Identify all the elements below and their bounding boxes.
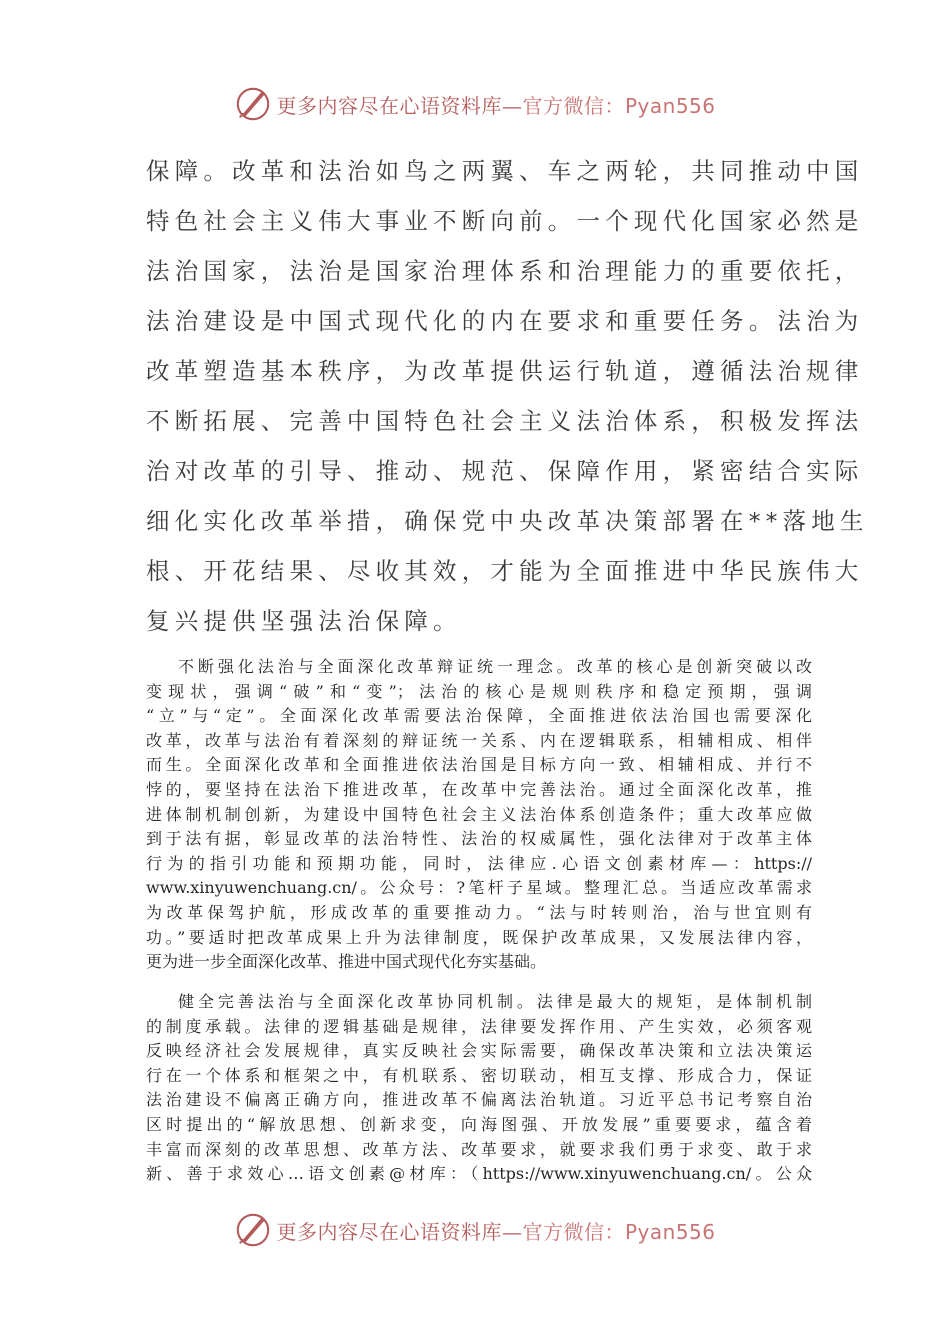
- header-banner-text: 更多内容尽在心语资料库—官方微信：Pyan556: [276, 93, 716, 118]
- text-line: 丰富而深刻的改革思想、改革方法、改革要求，就要求我们勇于求变、敢于求: [146, 1139, 812, 1159]
- text-line: 的制度承载。法律的逻辑基础是规律，法律要发挥作用、产生实效，必须客观: [146, 1016, 812, 1036]
- text-line: www.xinyuwenchuang.cn/。公众号：?笔杆子星域。整理汇总。当适应改革需求: [146, 878, 812, 898]
- text-line: 法治国家，法治是国家治理体系和治理能力的重要依托，: [146, 257, 864, 285]
- quill-logo-icon: [234, 1211, 272, 1249]
- text-line: 行在一个体系和框架之中，有机联系、密切联动，相互支撑、形成合力，保证: [146, 1065, 812, 1085]
- text-line: 保障。改革和法治如鸟之两翼、车之两轮，共同推动中国: [146, 157, 864, 185]
- text-line: 特色社会主义伟大事业不断向前。一个现代化国家必然是: [146, 207, 864, 235]
- text-line: 法治建设是中国式现代化的内在要求和重要任务。法治为: [146, 307, 864, 335]
- text-line: “立”与“定”。全面深化改革需要法治保障，全面推进依法治国也需要深化: [146, 706, 812, 726]
- text-line: 新、善于求效心…语文创素@材库：（https://www.xinyuwenchuang.cn/。公众: [146, 1164, 812, 1184]
- text-line: 改革，改革与法治有着深刻的辩证统一关系、内在逻辑联系，相辅相成、相伴: [146, 730, 812, 750]
- text-line: 更为进一步全面深化改革、推进中国式现代化夯实基础。: [146, 952, 547, 972]
- text-line: 健全完善法治与全面深化改革协同机制。法律是最大的规矩，是体制机制: [178, 992, 812, 1011]
- text-line: 变现状，强调“破”和“变”；法治的核心是规则秩序和稳定预期，强调: [146, 681, 812, 701]
- text-line: 治对改革的引导、推动、规范、保障作用，紧密结合实际: [146, 457, 864, 485]
- text-line: 改革塑造基本秩序，为改革提供运行轨道，遵循法治规律: [146, 357, 864, 385]
- paragraph-coordination-mechanism: [146, 990, 812, 1187]
- text-line: 不断强化法治与全面深化改革辩证统一理念。改革的核心是创新突破以改: [178, 657, 812, 676]
- text-line: 悖的，要坚持在法治下推进改革，在改革中完善法治。通过全面深化改革，推: [146, 779, 812, 799]
- text-line: 到于法有据，彰显改革的法治特性、法治的权威属性，强化法律对于改革主体: [146, 829, 812, 849]
- paragraph-large: [146, 146, 869, 646]
- text-line: 反映经济社会发展规律，真实反映社会实际需要，确保改革决策和立法决策运: [146, 1041, 812, 1061]
- footer-banner-text: 更多内容尽在心语资料库—官方微信：Pyan556: [276, 1219, 716, 1244]
- text-line: 法治建设不偏离正确方向，推进改革不偏离法治轨道。习近平总书记考察自治: [146, 1090, 812, 1110]
- quill-logo-icon: [234, 85, 272, 123]
- text-line: 不断拓展、完善中国特色社会主义法治体系，积极发挥法: [146, 407, 864, 435]
- text-line: 进体制机制创新，为建设中国特色社会主义法治体系创造条件；重大改革应做: [146, 804, 812, 824]
- text-line: 复兴提供坚强法治保障。: [146, 607, 462, 635]
- footer-banner: [0, 1208, 950, 1252]
- text-line: 为改革保驾护航，形成改革的重要推动力。“法与时转则治，治与世宜则有: [146, 902, 812, 922]
- text-line: 行为的指引功能和预期功能，同时，法律应.心语文创素材库—：https://: [146, 853, 812, 873]
- text-line: 功。”要适时把改革成果上升为法律制度，既保护改革成果，又发展法律内容，: [146, 927, 812, 947]
- paragraph-dialectical-unity: [146, 655, 812, 975]
- text-line: 而生。全面深化改革和全面推进依法治国是目标方向一致、相辅相成、并行不: [146, 755, 812, 775]
- text-line: 根、开花结果、尽收其效，才能为全面推进中华民族伟大: [146, 557, 864, 585]
- text-line: 区时提出的“解放思想、创新求变，向海图强、开放发展”重要要求，蕴含着: [146, 1114, 812, 1134]
- header-banner: [0, 82, 950, 126]
- text-line: 细化实化改革举措，确保党中央改革决策部署在**落地生: [146, 507, 869, 535]
